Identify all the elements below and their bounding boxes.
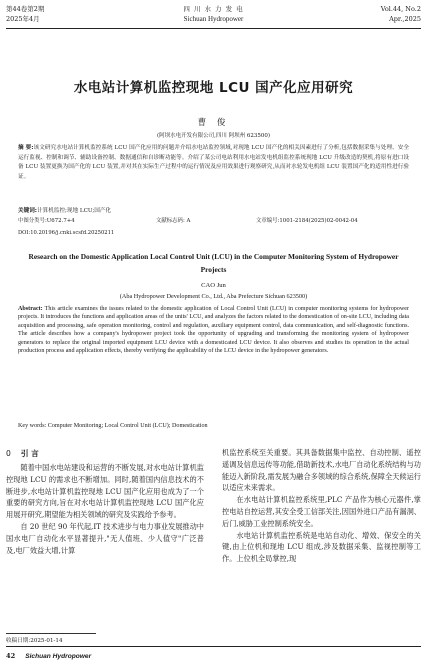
page-title: 水电站计算机监控现地 LCU 国产化应用研究 (73, 80, 354, 96)
keywords-en-label: Key words: (18, 423, 47, 429)
abstract-cn (18, 144, 409, 182)
issue-info-en (381, 4, 421, 24)
author-affiliation: (阿坝水电开发有限公司,四川 阿坝州 623500) (156, 133, 271, 139)
abstract-text: 该文研究水电站计算机监控系统 LCU 国产化应用的问题并介绍水电站监控领域,对现地 LCU 国产化的相关因素进行了分析,包括数据采集与处理、安全运行监视、控制和调节、辅助设备控制、数据通信和自诊断功能等。介绍了某公司电站利用水电站发电机组监控系统现地 LCU 升级改造的契机,将原有进口设备 LCU 装置更换为国产化的 LCU 装置,并对其在实际生产过程中的运行情况及应用效果进行观察研究,从而对水轮发电机组 LCU 装置国产化的适用性进行验证。 (18, 145, 409, 180)
author-name-en: CAO Jun (201, 282, 226, 289)
document-code: 文献标志码: A (156, 218, 191, 224)
abstract-en-label: Abstract: (18, 306, 43, 312)
running-header (6, 4, 421, 30)
issue-date: 2025年4月 (6, 15, 40, 23)
volume-issue: 第44卷第2期 (6, 5, 45, 13)
keywords-label: 关键词: (18, 208, 38, 214)
footer-journal-name: Sichuan Hydropower (25, 653, 92, 660)
header-rule (6, 28, 421, 29)
title-en: Research on the Domestic Application Local Control Unit (LCU) in the Computer Monitoring System of Hydropower Projects (28, 252, 399, 274)
page-footer (6, 652, 91, 664)
abstract-label: 摘 要: (18, 145, 34, 151)
author-affiliation-en: (Aba Hydropower Development Co., Ltd., Aba Prefecture Sichuan 623500) (119, 293, 308, 300)
footnote-rule (6, 633, 96, 634)
received-date: 收稿日期:2025-01-14 (6, 638, 63, 644)
volume-issue-en: Vol.44, No.2 (380, 5, 421, 13)
paragraph: 机监控系统至关重要。其具备数据集中监控、自动控制、遥控遥调及信息远传等功能,借助新技术,水电厂自动化系统结构与功能迈入新阶段,需发展为融合多领域的综合系统,保障全天候运行以适应未来需求。 (222, 448, 421, 493)
body-column-left (6, 447, 204, 556)
clc-number: 中图分类号:U672.7+4 (18, 218, 75, 224)
journal-name-cn: 四 川 水 力 发 电 (183, 5, 244, 13)
doi: DOI:10.20196/j.cnki.scsfd.20250211 (18, 230, 115, 236)
keywords-text: 计算机监控;现地 LCU;国产化 (37, 208, 112, 214)
journal-name (6, 4, 421, 24)
keywords-en (18, 422, 409, 430)
paragraph: 水电站计算机监控系统是电站自动化、增效、保安全的关键,由上位机和现地 LCU 组成,涉及数据采集、监视控制等工作。上位机全局掌控,现 (222, 530, 421, 564)
keywords-en-text: Computer Monitoring; Local Control Unit (LCU); Domestication (47, 423, 208, 429)
author-name: 曹 俊 (197, 118, 230, 128)
keywords-cn (18, 207, 409, 216)
abstract-en (18, 305, 409, 355)
body-column-right (222, 447, 421, 565)
footer-rule (6, 646, 421, 647)
paragraph: 自 20 世纪 90 年代起,IT 技术进步与电力事业发展推动中国水电厂自动化水平显著提升,"无人值班、少人值守"广泛普及,电厂效益大增,计算 (6, 521, 204, 555)
journal-name-en: Sichuan Hydropower (183, 15, 244, 23)
section-number: 0 (6, 449, 11, 458)
page-number: 42 (6, 652, 16, 660)
abstract-en-text: This article examines the issues related to the domestic application of Local Control Unit (LCU) in computer monitoring systems for hydropower projects. It introduces the functions and application areas of the units' LCU, and analyzes the factors related to the domestication of on-site LCU, including data acquisition and processing, safe operation monitoring, control and regulation, auxiliary equipment control, data communication, and self-diagnostic functions. The article describes how a company's hydropower project took the opportunity of upgrading and transforming the monitoring system of hydropower generators to replace the original imported equipment LCU device with a domesticated LCU device. It also observes and studies its operation in the actual production process and application effects, thereby verifying the applicability of the LCU device in the hydropower generators. (18, 306, 409, 355)
section-title: 引 言 (20, 449, 39, 458)
section-heading (6, 447, 204, 460)
paragraph: 随着中国水电站建设和运营的不断发展,对水电站计算机监控现地 LCU 的需求也不断增加。同时,随着国内信息技术的不断进步,水电站计算机监控现地 LCU 国产化应用也成为了一个重要的研究方向,旨在对水电站计算机监控现地 LCU 国产化应用展开研究,期望能为相关领域的研究及实践给予参考。 (6, 463, 204, 520)
article-number: 文章编号:1001-2184(2025)02-0042-04 (256, 218, 358, 224)
classification-info (18, 217, 409, 227)
paragraph: 在水电站计算机监控系统里,PLC 产品作为核心元器件,掌控电站自控运营,其安全受工信部关注,因国外进口产品有漏洞、后门,威胁工业控制系统安全。 (222, 495, 421, 528)
issue-date-en: Apr.,2025 (389, 15, 421, 23)
